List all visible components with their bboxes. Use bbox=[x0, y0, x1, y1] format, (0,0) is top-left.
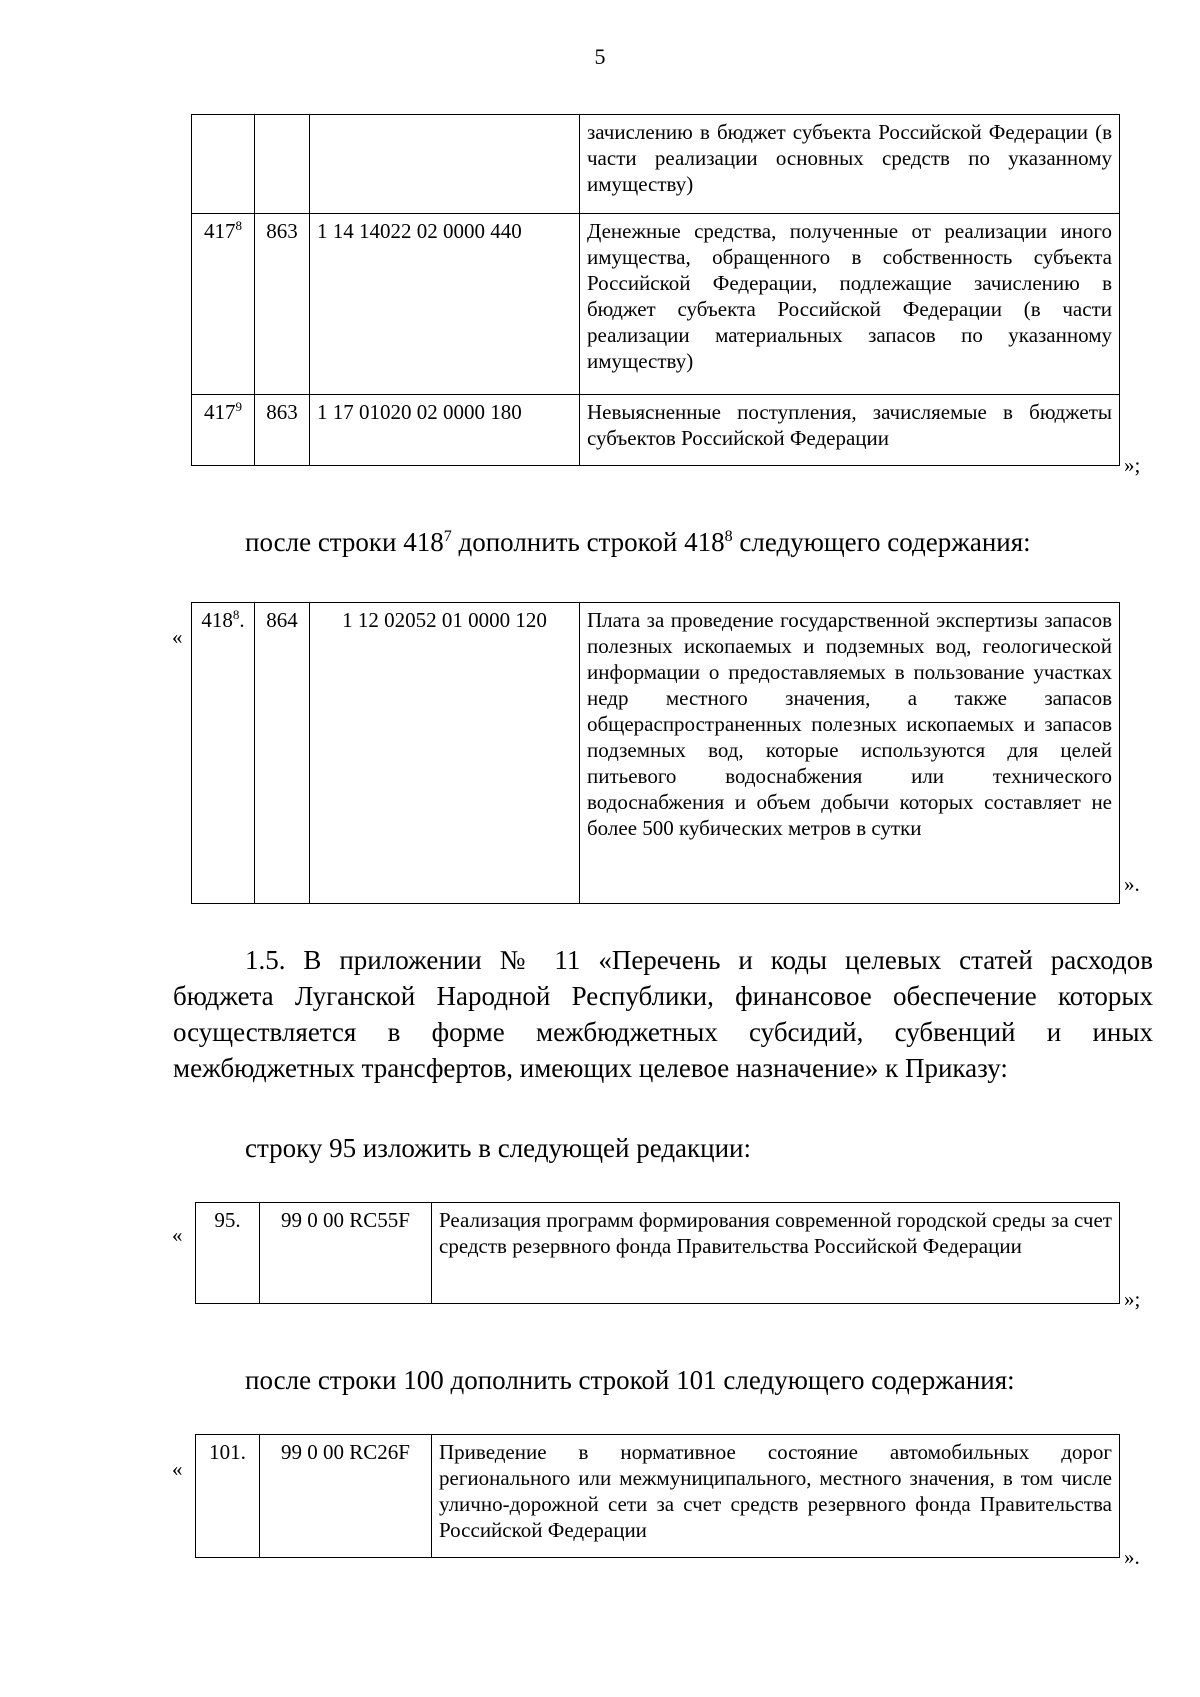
replace-row-95-instruction: строку 95 изложить в следующей редакции: bbox=[245, 1133, 752, 1163]
row-number-cell: 101. bbox=[196, 1435, 260, 1558]
description-cell: Плата за проведение государственной экспертизы запасов полезных ископаемых и подземных вод, геологической информации о предоставляемых в пользование участках недр местного значения, а также запасов общераспространенных полезных ископаемых и запасов подземных вод, которые используются для целей питьевого водоснабжения или технического водоснабжения и объем добычи которых составляет не более 500 кубических метров в сутки bbox=[580, 603, 1120, 904]
description-cell: зачислению в бюджет субъекта Российской Федерации (в части реализации основных средств по указанному имуществу) bbox=[580, 115, 1120, 214]
description-cell: Приведение в нормативное состояние автомобильных дорог регионального или межмуниципального, местного значения, в том числе улично-дорожной сети за счет средств резервного фонда Правительства Российской Федерации bbox=[432, 1435, 1120, 1558]
paragraph-line: осуществляется в форме межбюджетных субсидий, субвенций и иных bbox=[173, 1017, 1153, 1047]
insert-after-418-7-instruction: после строки $418^7$ дополнить строкой $418^8$ следующего содержания: bbox=[245, 527, 1031, 557]
row-number-cell bbox=[192, 115, 255, 214]
opening-quote: « bbox=[172, 625, 183, 649]
page-number: 5 bbox=[594, 44, 606, 69]
insert-after-100-instruction: после строки 100 дополнить строкой 101 следующего содержания: bbox=[245, 1365, 1015, 1395]
paragraph-1-5 bbox=[173, 942, 1153, 1086]
row-number-cell: $417^8$ bbox=[192, 214, 255, 395]
table-row bbox=[192, 214, 1120, 395]
closing-quote: »; bbox=[1124, 453, 1141, 477]
revenue-code-418-8-table bbox=[191, 602, 1120, 904]
description-cell: Денежные средства, полученные от реализации иного имущества, обращенного в собственность субъекта Российской Федерации, подлежащие зачислению в бюджет субъекта Российской Федерации (в части реализации материальных запасов по указанному имуществу) bbox=[580, 214, 1120, 395]
paragraph-line: межбюджетных трансфертов, имеющих целевое назначение» к Приказу: bbox=[173, 1053, 1008, 1083]
admin-code-cell: 863 bbox=[255, 214, 310, 395]
table-row bbox=[192, 115, 1120, 214]
kbk-code-cell bbox=[310, 115, 580, 214]
description-cell: Реализация программ формирования современной городской среды за счет средств резервного фонда Правительства Российской Федерации bbox=[432, 1203, 1120, 1304]
admin-code-cell bbox=[255, 115, 310, 214]
kbk-code-cell: 1 17 01020 02 0000 180 bbox=[310, 395, 580, 466]
table-row bbox=[196, 1435, 1120, 1558]
revenue-codes-table-continuation bbox=[191, 114, 1120, 466]
table-row bbox=[192, 603, 1120, 904]
opening-quote: « bbox=[172, 1223, 183, 1247]
target-code-cell: 99 0 00 RC55F bbox=[260, 1203, 432, 1304]
paragraph-line: бюджета Луганской Народной Республики, финансовое обеспечение которых bbox=[173, 981, 1153, 1011]
target-article-101-table bbox=[195, 1434, 1120, 1558]
target-code-cell: 99 0 00 RC26F bbox=[260, 1435, 432, 1558]
paragraph-line: 1.5. В приложении № 11 «Перечень и коды целевых статей расходов bbox=[245, 945, 1153, 975]
row-number-cell: $417^9$ bbox=[192, 395, 255, 466]
target-article-95-table bbox=[195, 1202, 1120, 1304]
closing-quote: »; bbox=[1124, 1287, 1141, 1311]
closing-quote: ». bbox=[1124, 872, 1140, 896]
row-number-cell: $418^8$. bbox=[192, 603, 255, 904]
description-cell: Невыясненные поступления, зачисляемые в бюджеты субъектов Российской Федерации bbox=[580, 395, 1120, 466]
closing-quote: ». bbox=[1124, 1545, 1140, 1569]
kbk-code-cell: 1 12 02052 01 0000 120 bbox=[310, 603, 580, 904]
opening-quote: « bbox=[172, 1457, 183, 1481]
table-row bbox=[196, 1203, 1120, 1304]
row-number-cell: 95. bbox=[196, 1203, 260, 1304]
admin-code-cell: 863 bbox=[255, 395, 310, 466]
kbk-code-cell: 1 14 14022 02 0000 440 bbox=[310, 214, 580, 395]
admin-code-cell: 864 bbox=[255, 603, 310, 904]
table-row bbox=[192, 395, 1120, 466]
